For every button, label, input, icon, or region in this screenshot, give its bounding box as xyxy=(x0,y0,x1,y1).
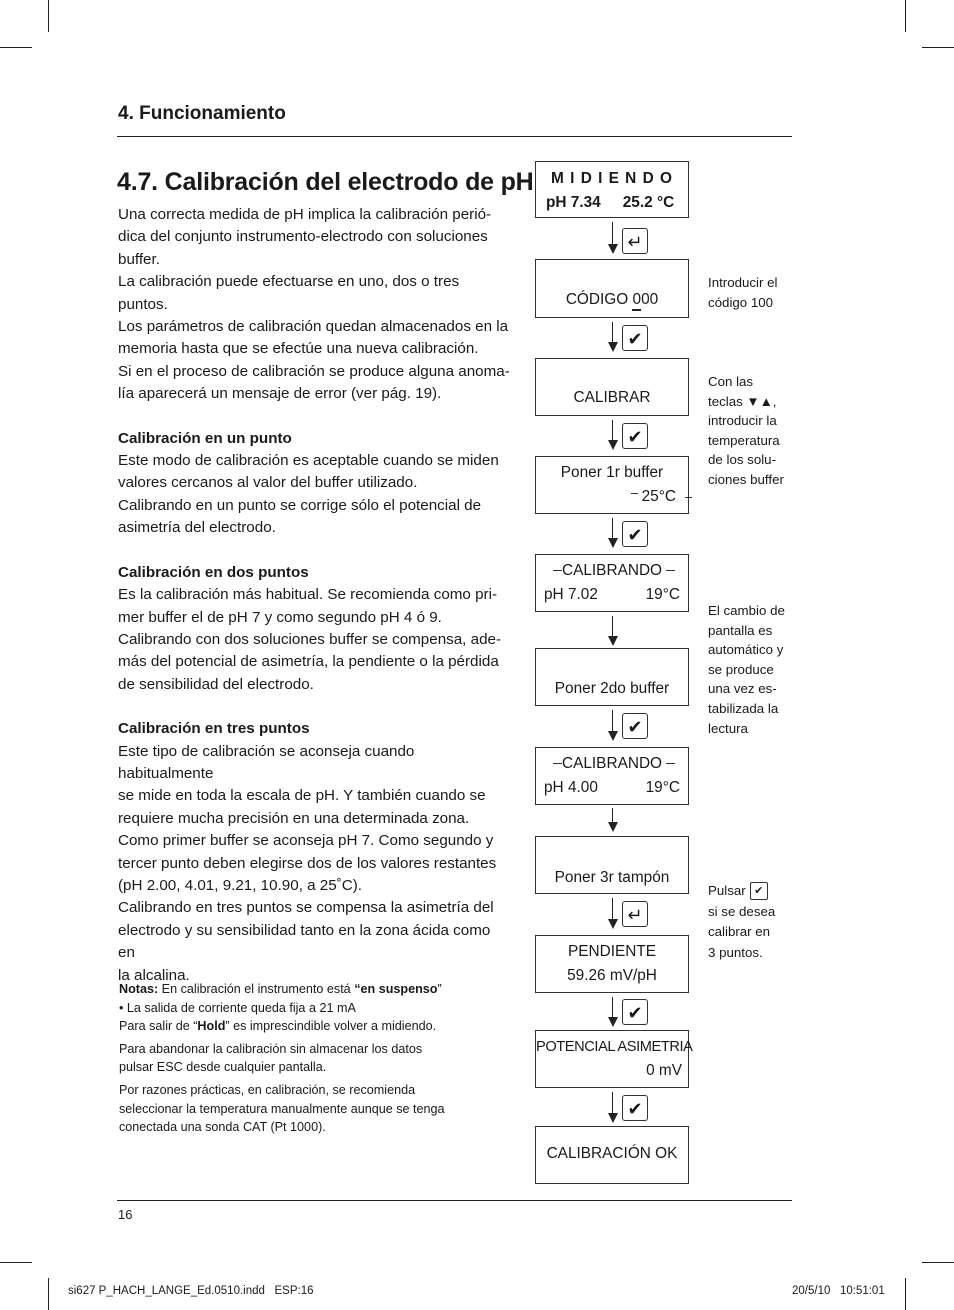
cursor-underline xyxy=(632,309,641,311)
display-text: Poner 3r tampón xyxy=(554,869,670,886)
display-pendiente xyxy=(535,935,689,993)
temp-value: 19°C xyxy=(645,779,680,796)
text-line: requiere mucha precisión en una determinada zona. xyxy=(118,809,470,827)
notes-line: pulsar ESC desde cualquier pantalla. xyxy=(119,1060,327,1075)
print-date: 20/5/10 10:51:01 xyxy=(792,1285,885,1297)
display-calibrar xyxy=(535,358,689,416)
blink-mark-icon xyxy=(553,763,562,764)
ph-value: pH 4.00 xyxy=(544,779,598,796)
text-line: se produce xyxy=(708,661,774,677)
arrow-head-icon xyxy=(608,342,618,352)
text-line: ciones buffer xyxy=(708,471,784,487)
display-buffer1 xyxy=(535,456,689,514)
enter-key-icon: ↵ xyxy=(622,901,648,927)
notes-line xyxy=(119,1017,499,1036)
text-line: Si en el proceso de calibración se produce alguna anoma- xyxy=(118,362,510,380)
flow-arrow xyxy=(612,222,613,244)
flow-arrow xyxy=(612,898,613,919)
text-line: El cambio de xyxy=(708,603,785,618)
text-line: de los solu- xyxy=(708,452,776,468)
text-line: (pH 2.00, 4.01, 9.21, 10.90, a 25˚C). xyxy=(118,876,362,894)
arrow-head-icon xyxy=(608,919,618,929)
text-line: Introducir el xyxy=(708,275,778,290)
body-text xyxy=(118,204,510,987)
notes-line: Para abandonar la calibración sin almacenar los datos xyxy=(119,1041,423,1056)
notes-line: seleccionar la temperatura manualmente aunque se tenga xyxy=(119,1101,445,1116)
crop-mark xyxy=(905,0,906,32)
notes-line: • La salida de corriente queda fija a 21 mA xyxy=(119,1000,356,1015)
text-line: temperatura xyxy=(708,432,780,448)
notes-text: ” xyxy=(437,982,442,996)
arrow-head-icon xyxy=(608,1113,618,1123)
flow-arrow xyxy=(612,710,613,731)
text-line: Este tipo de calibración se aconseja cuando habitualmente xyxy=(118,742,415,782)
text-line: código 100 xyxy=(708,294,774,310)
crop-mark xyxy=(48,1278,49,1310)
check-key-icon: ✔ xyxy=(622,521,648,547)
slope-value: 59.26 mV/pH xyxy=(567,967,657,984)
flow-arrow xyxy=(612,518,613,538)
arrow-head-icon xyxy=(608,636,618,646)
display-text: POTENCIAL ASIMETRIA xyxy=(536,1039,693,1055)
check-key-icon: ✔ xyxy=(750,882,768,900)
flow-arrow xyxy=(612,322,613,342)
display-calibrando-1 xyxy=(535,554,689,612)
file-info: si627 P_HACH_LANGE_Ed.0510.indd ESP:16 xyxy=(68,1285,314,1297)
display-text: CALIBRACIÓN OK xyxy=(546,1145,678,1162)
display-buffer2 xyxy=(535,648,689,706)
blink-mark-icon xyxy=(685,497,692,498)
notes-text: En calibración el instrumento está xyxy=(158,982,355,996)
arrow-head-icon xyxy=(608,731,618,741)
section-heading: 4. Funcionamiento xyxy=(118,103,286,124)
ph-value: pH 7.34 xyxy=(546,194,601,211)
temp-value: 19°C xyxy=(645,586,680,603)
header-rule xyxy=(117,136,792,137)
blink-mark-icon xyxy=(553,570,562,571)
notes-text: ” es imprescindible volver a midiendo. xyxy=(225,1019,437,1034)
text-line: La calibración puede efectuarse en uno, dos o tres puntos. xyxy=(118,273,460,313)
notes-bold: “en suspenso xyxy=(354,982,438,996)
crop-mark xyxy=(48,0,49,32)
arrow-head-icon xyxy=(608,244,618,254)
notes-line: conectada una sonda CAT (Pt 1000). xyxy=(119,1120,326,1135)
text-line: dica del conjunto instrumento-electrodo con soluciones xyxy=(118,228,488,246)
display-buffer3 xyxy=(535,836,689,894)
display-reading xyxy=(536,191,688,215)
notes-line xyxy=(119,980,499,999)
text-line: Una correcta medida de pH implica la calibración perió- xyxy=(118,206,492,223)
display-text: CÓDIGO 000 xyxy=(565,291,659,308)
text-line: memoria hasta que se efectúe una nueva calibración. xyxy=(118,340,479,358)
notes-label: Notas: xyxy=(119,982,159,996)
text-line: Calibrando en tres puntos se compensa la asimetría del xyxy=(118,899,494,917)
display-text: CALIBRAR xyxy=(573,389,651,406)
notes-line: Por razones prácticas, en calibración, se recomienda xyxy=(119,1082,416,1097)
text-line: buffer. xyxy=(118,250,160,268)
text-fragment: Pulsar xyxy=(708,883,746,898)
text-line: se mide en toda la escala de pH. Y también cuando se xyxy=(118,787,486,805)
text-line: Calibrando con dos soluciones buffer se compensa, ade- xyxy=(118,630,502,648)
display-midiendo xyxy=(535,161,689,218)
text-line: Con las xyxy=(708,374,754,389)
crop-mark xyxy=(0,1262,32,1263)
text-line: Este modo de calibración es aceptable cuando se miden xyxy=(118,452,499,470)
crop-mark xyxy=(0,47,32,48)
text-line: Calibrando en un punto se corrige sólo el potencial de xyxy=(118,496,482,514)
notes-bold: Hold xyxy=(197,1019,226,1034)
text-line: más del potencial de asimetría, la pendiente o la pérdida xyxy=(118,653,499,671)
crop-mark xyxy=(905,1278,906,1310)
display-text: PENDIENTE xyxy=(567,943,657,960)
text-line xyxy=(708,881,803,902)
subheading-one-point: Calibración en un punto xyxy=(118,429,292,447)
flow-arrow xyxy=(612,808,613,822)
check-key-icon: ✔ xyxy=(622,999,648,1025)
flow-arrow xyxy=(612,997,613,1017)
text-line: 3 puntos. xyxy=(708,944,763,960)
blink-mark-icon xyxy=(666,570,675,571)
text-line: de sensibilidad del electrodo. xyxy=(118,675,314,693)
text-line: lía aparecerá un mensaje de error (ver pág. 19). xyxy=(118,385,442,403)
page-title: 4.7. Calibración del electrodo de pH xyxy=(117,168,534,196)
text-line: electrodo y su sensibilidad tanto en la zona ácida como en xyxy=(118,921,491,962)
enter-key-icon: ↵ xyxy=(622,228,648,254)
arrow-head-icon xyxy=(608,822,618,832)
text-line: teclas ▼▲, xyxy=(708,393,777,409)
text-line: si se desea xyxy=(708,903,776,919)
temp-value: 25°C xyxy=(641,488,676,505)
text-line: Como primer buffer se aconseja pH 7. Como segundo y xyxy=(118,832,494,850)
text-line: lectura xyxy=(708,720,748,736)
display-ok xyxy=(535,1126,689,1184)
text-line: una vez es- xyxy=(708,681,777,697)
text-line: tabilizada la xyxy=(708,700,779,716)
notes-block xyxy=(119,980,499,1137)
arrow-head-icon xyxy=(608,1017,618,1027)
text-line: mer buffer el de pH 7 y como segundo pH 4 ó 9. xyxy=(118,608,442,626)
notes-text: Para salir de “ xyxy=(119,1019,198,1034)
check-key-icon: ✔ xyxy=(622,1095,648,1121)
text-line: pantalla es xyxy=(708,622,773,638)
check-key-icon: ✔ xyxy=(622,713,648,739)
text-line: Los parámetros de calibración quedan almacenados en la xyxy=(118,318,509,336)
intro-paragraph xyxy=(118,204,510,406)
text-line: asimetría del electrodo. xyxy=(118,519,276,537)
display-reading xyxy=(536,583,688,607)
crop-mark xyxy=(922,47,954,48)
side-note-code xyxy=(708,273,803,312)
text-line: calibrar en xyxy=(708,924,771,940)
display-title: M I D I E N D O xyxy=(551,170,673,187)
subheading-two-points: Calibración en dos puntos xyxy=(118,563,309,581)
text-line: valores cercanos al valor del buffer utilizado. xyxy=(118,474,418,492)
text-line: automático y xyxy=(708,642,784,658)
text-line: Es la calibración más habitual. Se recomienda como pri- xyxy=(118,586,498,604)
blink-mark-icon xyxy=(666,763,675,764)
check-key-icon: ✔ xyxy=(622,325,648,351)
subheading-three-points: Calibración en tres puntos xyxy=(118,720,310,738)
crop-mark xyxy=(922,1262,954,1263)
display-reading xyxy=(536,776,688,800)
display-potencial xyxy=(535,1030,693,1088)
side-note-three-points xyxy=(708,881,803,963)
display-text: CALIBRANDO xyxy=(561,562,663,579)
ph-value: pH 7.02 xyxy=(544,586,598,603)
display-text: Poner 2do buffer xyxy=(554,680,670,697)
flow-arrow xyxy=(612,616,613,638)
text-line: introducir la xyxy=(708,413,777,429)
page-number: 16 xyxy=(118,1207,133,1222)
display-codigo xyxy=(535,259,689,318)
footer-rule xyxy=(117,1200,792,1201)
display-text: CALIBRANDO xyxy=(561,755,663,772)
check-key-icon: ✔ xyxy=(622,423,648,449)
blink-mark-icon xyxy=(631,493,638,494)
side-note-auto xyxy=(708,601,803,738)
asymmetry-value: 0 mV xyxy=(646,1062,682,1079)
display-calibrando-2 xyxy=(535,747,689,805)
arrow-head-icon xyxy=(608,440,618,450)
temp-value: 25.2 °C xyxy=(622,194,675,211)
text-line: la alcalina. xyxy=(118,966,190,984)
flow-arrow xyxy=(612,420,613,440)
arrow-head-icon xyxy=(608,538,618,548)
text-line: tercer punto deben elegirse dos de los valores restantes xyxy=(118,854,497,872)
display-text: Poner 1r buffer xyxy=(560,464,664,481)
side-note-temperature xyxy=(708,372,803,490)
flow-arrow xyxy=(612,1092,613,1113)
